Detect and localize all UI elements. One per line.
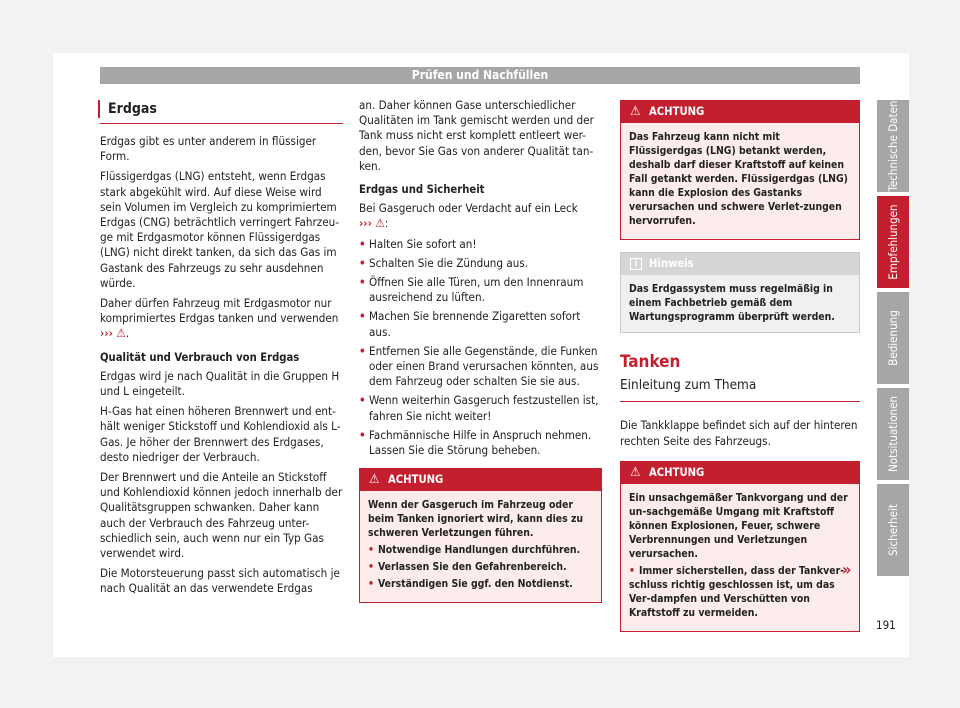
warning-body [360,491,601,602]
list-item: • Schalten Sie die Zündung aus. [359,256,602,271]
hint-label: Hinweis [649,257,694,270]
tab-label: Technische Daten [886,100,900,192]
column-left [100,100,343,602]
warning-list-item: • Verständigen Sie ggf. den Notdienst. [368,577,593,591]
paragraph-text: Bei Gasgeruch oder Verdacht auf ein Leck [359,201,578,216]
warning-list-item: • Immer sicherstellen, dass der Tankver-schluss richtig geschlossen ist, um das Ver-dampfen und Verschütten von Kraftstoff zu vermeiden. [629,564,851,620]
hint-box [620,252,860,333]
warning-label: ACHTUNG [649,105,705,118]
subheading: Erdgas und Sicherheit [359,183,485,197]
warning-box-tanken [620,461,860,632]
column-middle [359,98,602,615]
warning-list-item: • Verlassen Sie den Gefahrenbereich. [368,560,593,574]
tab-label: Bedienung [886,310,900,366]
warning-text: Das Fahrzeug kann nicht mit Flüssigerdgas (LNG) betankt werden, deshalb darf dieser Kraftstoff auf keinen Fall getankt werden. Flüssigerdgas (LNG) kann die Explosion des Gastanks verursachen und schwere Verlet-zungen hervorrufen. [629,131,848,227]
hint-body: Das Erdgassystem muss regelmäßig in einem Fachbetrieb gemäß dem Wartungsprogramm überprüft werden. [621,275,859,332]
punctuation: : [384,216,389,231]
tab-label: Notsituationen [886,395,900,473]
warning-triangle-icon: ⚠ [630,464,641,480]
paragraph: Die Tankklappe befindet sich auf der hinteren rechten Seite des Fahrzeugs. [620,418,858,448]
warning-header [621,101,859,123]
page-number: 191 [876,618,896,632]
crossref-arrows-icon[interactable]: ››› [359,216,372,231]
tab-empfehlungen[interactable] [877,196,909,288]
warning-body [621,123,859,239]
warning-text: Ein unsachgemäßer Tankvorgang und der un-sachgemäße Umgang mit Kraftstoff können Explosionen, Feuer, schwere Verbrennungen und Verletzungen verursachen. [629,491,848,560]
tab-bedienung[interactable] [877,292,909,384]
paragraph: Der Brennwert und die Anteile an Stickstoff und Kohlendioxid können jedoch innerhalb der Qualitätsgruppen schwanken. Daher kann auch der Verbrauch des Fahrzeug unter-schiedlich sein, auch wenn nur ein Typ Gas verwendet wird. [100,470,343,561]
paragraph: Die Motorsteuerung passt sich automatisch je nach Qualität an das verwendete Erdgas [100,566,340,596]
warning-box-gas [359,468,602,603]
paragraph: Flüssigerdgas (LNG) entsteht, wenn Erdgas stark abgekühlt wird. Auf diese Weise wird sein Volumen im Vergleich zu komprimiertem Erdgas (CNG) beträchtlich verringert Fahrzeu-ge mit Erdgasmotor können Flüssigerdgas (LNG) nicht direkt tanken, da sich das Gas im Gastank des Fahrzeugs zu sehr ausdehnen würde. [100,169,340,290]
paragraph: Erdgas wird je nach Qualität in die Gruppen H und L eingeteilt. [100,368,340,399]
paragraph [359,201,602,231]
continue-arrow-icon[interactable]: » [842,560,852,579]
list-item: • Machen Sie brennende Zigaretten sofort aus. [359,309,602,339]
list-item: • Wenn weiterhin Gasgeruch festzustellen ist, fahren Sie nicht weiter! [359,393,602,423]
warning-text: Wenn der Gasgeruch im Fahrzeug oder beim Tanken ignoriert wird, kann dies zu schweren Verletzungen führen. [368,499,584,540]
tab-sicherheit[interactable] [877,484,909,576]
paragraph: H-Gas hat einen höheren Brennwert und ent-hält weniger Stickstoff und Kohlendioxid als L-Gas. Je höher der Brennwert des Erdgases, desto niedriger der Verbrauch. [100,404,341,464]
warning-triangle-icon: ⚠ [375,216,385,231]
tab-notsituationen[interactable] [877,388,909,480]
subheading: Qualität und Verbrauch von Erdgas [100,350,300,364]
warning-body [621,484,859,631]
paragraph: Erdgas gibt es unter anderem in flüssiger Form. [100,134,317,164]
paragraph-text: Daher dürfen Fahrzeug mit Erdgasmotor nur komprimiertes Erdgas tanken und verwenden [100,296,339,326]
paragraph: an. Daher können Gase unterschiedlicher Qualitäten im Tank gemischt werden und der Tank muss nicht erst komplett entleert wer-den, bevor Sie Gas von anderer Qualität tan-ken. [359,98,594,173]
chapter-subtitle: Einleitung zum Thema [620,378,860,402]
warning-header [621,462,859,484]
list-item: • Fachmännische Hilfe in Anspruch nehmen. Lassen Sie die Störung beheben. [359,428,602,458]
warning-triangle-icon: ⚠ [116,326,126,341]
page-header: Prüfen und Nachfüllen [100,67,860,84]
section-title-erdgas: Erdgas [98,100,343,118]
list-item: • Entfernen Sie alle Gegenstände, die Funken oder einen Brand verursachen könnten, aus dem Fahrzeug oder schalten Sie sie aus. [359,344,602,390]
warning-triangle-icon: ⚠ [630,104,641,119]
column-right [620,100,860,644]
warning-label: ACHTUNG [649,465,705,479]
info-icon: i [630,258,642,270]
tab-label: Sicherheit [886,504,900,556]
tab-label: Empfehlungen [886,204,900,280]
chapter-title: Tanken [620,352,681,372]
warning-header [360,469,601,491]
list-item: • Halten Sie sofort an! [359,237,602,252]
punctuation: . [125,326,130,341]
warning-triangle-icon: ⚠ [369,472,380,488]
crossref-arrows-icon[interactable]: ››› [100,326,113,341]
warning-box-lng [620,100,860,240]
warning-list-item: • Notwendige Handlungen durchführen. [368,543,593,557]
hint-header [621,253,859,275]
list-item: • Öffnen Sie alle Türen, um den Innenraum ausreichend zu lüften. [359,275,602,305]
tab-technische-daten[interactable] [877,100,909,192]
side-tab-bar [877,100,909,580]
warning-label: ACHTUNG [388,473,444,487]
paragraph [100,296,343,342]
